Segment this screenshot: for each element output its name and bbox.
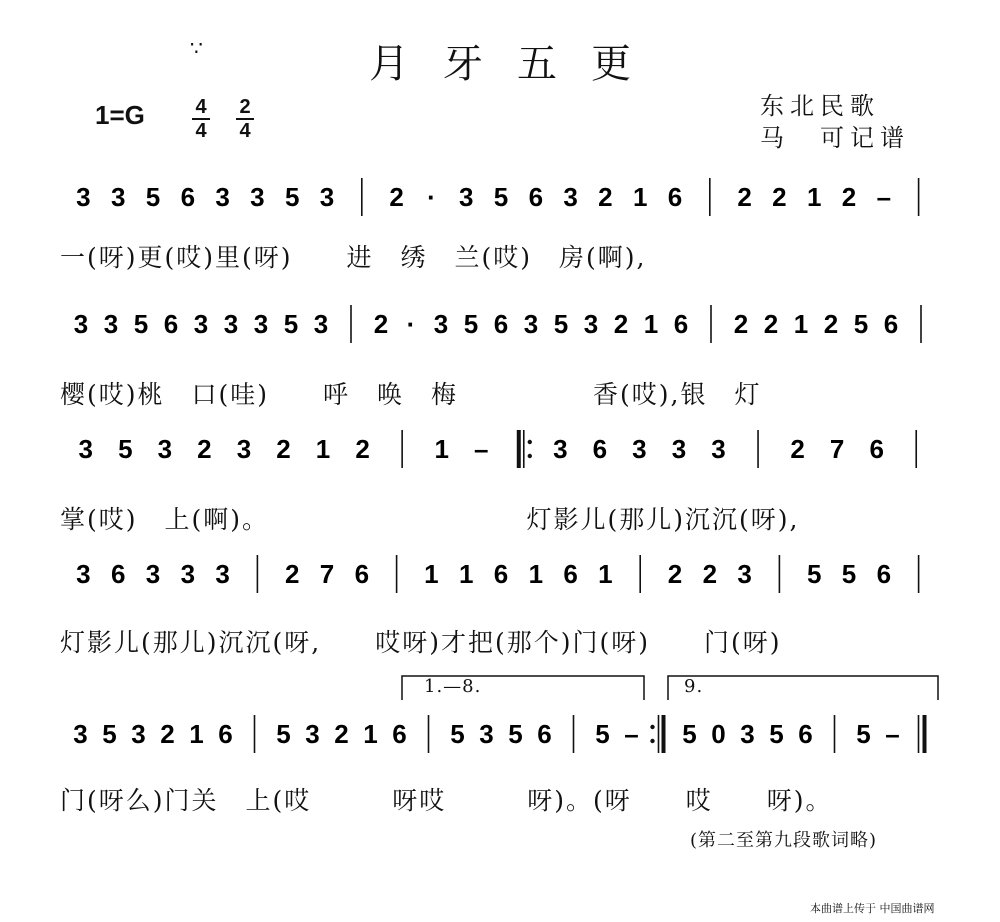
note: 3 bbox=[583, 309, 599, 339]
note: 2 bbox=[763, 309, 779, 339]
note: 3 bbox=[458, 182, 474, 212]
note: 6 bbox=[354, 559, 370, 589]
note: 6 bbox=[163, 309, 179, 339]
note: 5 bbox=[553, 309, 569, 339]
note: 6 bbox=[869, 434, 884, 464]
note: 3 bbox=[215, 559, 230, 589]
note: 2 bbox=[702, 559, 718, 589]
note: 5 bbox=[284, 182, 300, 212]
note: 6 bbox=[537, 719, 552, 749]
note: 6 bbox=[798, 719, 813, 749]
dash-extension: – bbox=[885, 719, 900, 749]
transcriber-credit: 马 可记谱 bbox=[760, 124, 910, 152]
dash-extension: – bbox=[624, 719, 639, 749]
note: 3 bbox=[223, 309, 239, 339]
notation-row-3 bbox=[60, 420, 940, 480]
dash-extension: – bbox=[473, 434, 489, 464]
note: 5 bbox=[283, 309, 299, 339]
volta-1-label: 1.—8. bbox=[424, 676, 482, 697]
note: · bbox=[406, 309, 416, 339]
note: 5 bbox=[595, 719, 610, 749]
volta-2-label: 9. bbox=[684, 676, 704, 697]
note: 3 bbox=[740, 719, 755, 749]
note: 1 bbox=[189, 719, 204, 749]
note: 1 bbox=[363, 719, 378, 749]
note: 1 bbox=[528, 559, 544, 589]
note: · bbox=[427, 182, 436, 212]
notation-row-1 bbox=[60, 168, 940, 228]
note: 7 bbox=[829, 434, 845, 464]
note: 2 bbox=[737, 182, 752, 212]
note: 3 bbox=[73, 719, 88, 749]
note: 5 bbox=[841, 559, 857, 589]
note: 5 bbox=[493, 182, 509, 212]
note: 2 bbox=[389, 182, 404, 212]
note: 6 bbox=[883, 309, 899, 339]
note: 6 bbox=[180, 182, 196, 212]
note: 1 bbox=[632, 182, 648, 212]
note: 0 bbox=[711, 719, 726, 749]
lyric-line-1: 一(呀)更(哎)里(呀) 进 绣 兰(哎) 房(啊), bbox=[60, 243, 647, 272]
note: 6 bbox=[563, 559, 578, 589]
note: 3 bbox=[193, 309, 209, 339]
note: 3 bbox=[180, 559, 196, 589]
note: 3 bbox=[131, 719, 146, 749]
note: 3 bbox=[236, 434, 252, 464]
song-origin: 东北民歌 bbox=[760, 92, 880, 120]
note: 5 bbox=[450, 719, 465, 749]
note: 2 bbox=[373, 309, 389, 339]
note: 6 bbox=[493, 559, 509, 589]
note: 5 bbox=[508, 719, 523, 749]
note: 1 bbox=[315, 434, 331, 464]
note: 6 bbox=[218, 719, 233, 749]
note: 6 bbox=[592, 434, 608, 464]
note: 3 bbox=[78, 434, 94, 464]
lyric-line-3: 掌(哎) 上(啊)。 灯影儿(那儿)沉沉(呀), bbox=[60, 505, 800, 534]
note: 3 bbox=[73, 309, 89, 339]
note: 2 bbox=[667, 559, 683, 589]
note: 6 bbox=[392, 719, 407, 749]
note: 3 bbox=[76, 559, 91, 589]
note: 2 bbox=[160, 719, 175, 749]
time-signature-2-4: 2 4 bbox=[236, 97, 254, 141]
note: 3 bbox=[157, 434, 173, 464]
lyric-line-4: 灯影儿(那儿)沉沉(呀, 哎呀)才把(那个)门(呀) 门(呀) bbox=[60, 628, 782, 657]
note: 5 bbox=[276, 719, 291, 749]
note: 6 bbox=[110, 559, 126, 589]
note: 6 bbox=[876, 559, 892, 589]
note: 2 bbox=[841, 182, 857, 212]
note: 5 bbox=[853, 309, 869, 339]
note: 1 bbox=[806, 182, 822, 212]
note: 3 bbox=[305, 719, 320, 749]
note: 3 bbox=[313, 309, 329, 339]
note: 1 bbox=[458, 559, 474, 589]
note: 2 bbox=[355, 434, 370, 464]
note: 1 bbox=[424, 559, 439, 589]
note: 3 bbox=[103, 309, 119, 339]
note: 3 bbox=[253, 309, 269, 339]
note: 3 bbox=[632, 434, 647, 464]
note: 3 bbox=[319, 182, 335, 212]
dash-extension: – bbox=[876, 182, 892, 212]
note: 6 bbox=[673, 309, 689, 339]
note: 1 bbox=[598, 559, 613, 589]
note: 6 bbox=[493, 309, 509, 339]
note: 2 bbox=[613, 309, 629, 339]
note: 2 bbox=[772, 182, 787, 212]
note: 3 bbox=[479, 719, 494, 749]
note: 5 bbox=[102, 719, 117, 749]
note: 3 bbox=[250, 182, 265, 212]
upload-footer: 本曲谱上传于 中国曲谱网 bbox=[810, 902, 935, 915]
note: 5 bbox=[463, 309, 479, 339]
note: 3 bbox=[711, 434, 726, 464]
note: 3 bbox=[110, 182, 126, 212]
repeat-dot bbox=[650, 725, 654, 729]
note: 1 bbox=[793, 309, 809, 339]
note: 5 bbox=[133, 309, 149, 339]
time-signature-4-4: 4 4 bbox=[192, 97, 210, 141]
note: 3 bbox=[145, 559, 161, 589]
notation-row-5 bbox=[60, 705, 940, 765]
note: 5 bbox=[145, 182, 161, 212]
note: 7 bbox=[319, 559, 335, 589]
volta-brackets bbox=[400, 672, 940, 702]
note: 5 bbox=[118, 434, 133, 464]
note: 2 bbox=[284, 559, 300, 589]
note: 3 bbox=[523, 309, 539, 339]
repeat-dot bbox=[528, 440, 532, 444]
lyric-line-5: 门(呀么)门关 上(哎 呀哎 呀)。(呀 哎 呀)。 bbox=[60, 786, 833, 815]
note: 2 bbox=[197, 434, 212, 464]
note: 3 bbox=[433, 309, 449, 339]
note: 3 bbox=[215, 182, 230, 212]
notation-row-4 bbox=[60, 545, 940, 605]
note: 2 bbox=[598, 182, 613, 212]
key-signature: 1=G bbox=[95, 100, 145, 130]
note: 3 bbox=[671, 434, 687, 464]
note: 2 bbox=[733, 309, 749, 339]
note: 3 bbox=[737, 559, 752, 589]
note: 6 bbox=[667, 182, 683, 212]
song-title: 月牙五更 bbox=[369, 41, 665, 87]
note: 6 bbox=[528, 182, 544, 212]
note: 5 bbox=[856, 719, 871, 749]
note: 1 bbox=[643, 309, 659, 339]
lyric-line-2: 樱(哎)桃 口(哇) 呼 唤 梅 香(哎),银 灯 bbox=[60, 380, 762, 409]
note: 5 bbox=[682, 719, 697, 749]
note: 3 bbox=[76, 182, 91, 212]
note: 3 bbox=[553, 434, 568, 464]
lyrics-footnote: (第二至第九段歌词略) bbox=[690, 830, 878, 851]
notation-row-2 bbox=[60, 295, 940, 355]
repeat-dot bbox=[528, 454, 532, 458]
note: 5 bbox=[806, 559, 822, 589]
note: 2 bbox=[334, 719, 349, 749]
note: 2 bbox=[823, 309, 839, 339]
repeat-dot bbox=[650, 739, 654, 743]
corner-mark: ∵ bbox=[190, 36, 203, 60]
note: 2 bbox=[790, 434, 805, 464]
note: 2 bbox=[276, 434, 291, 464]
note: 3 bbox=[563, 182, 578, 212]
note: 1 bbox=[434, 434, 449, 464]
note: 5 bbox=[769, 719, 784, 749]
